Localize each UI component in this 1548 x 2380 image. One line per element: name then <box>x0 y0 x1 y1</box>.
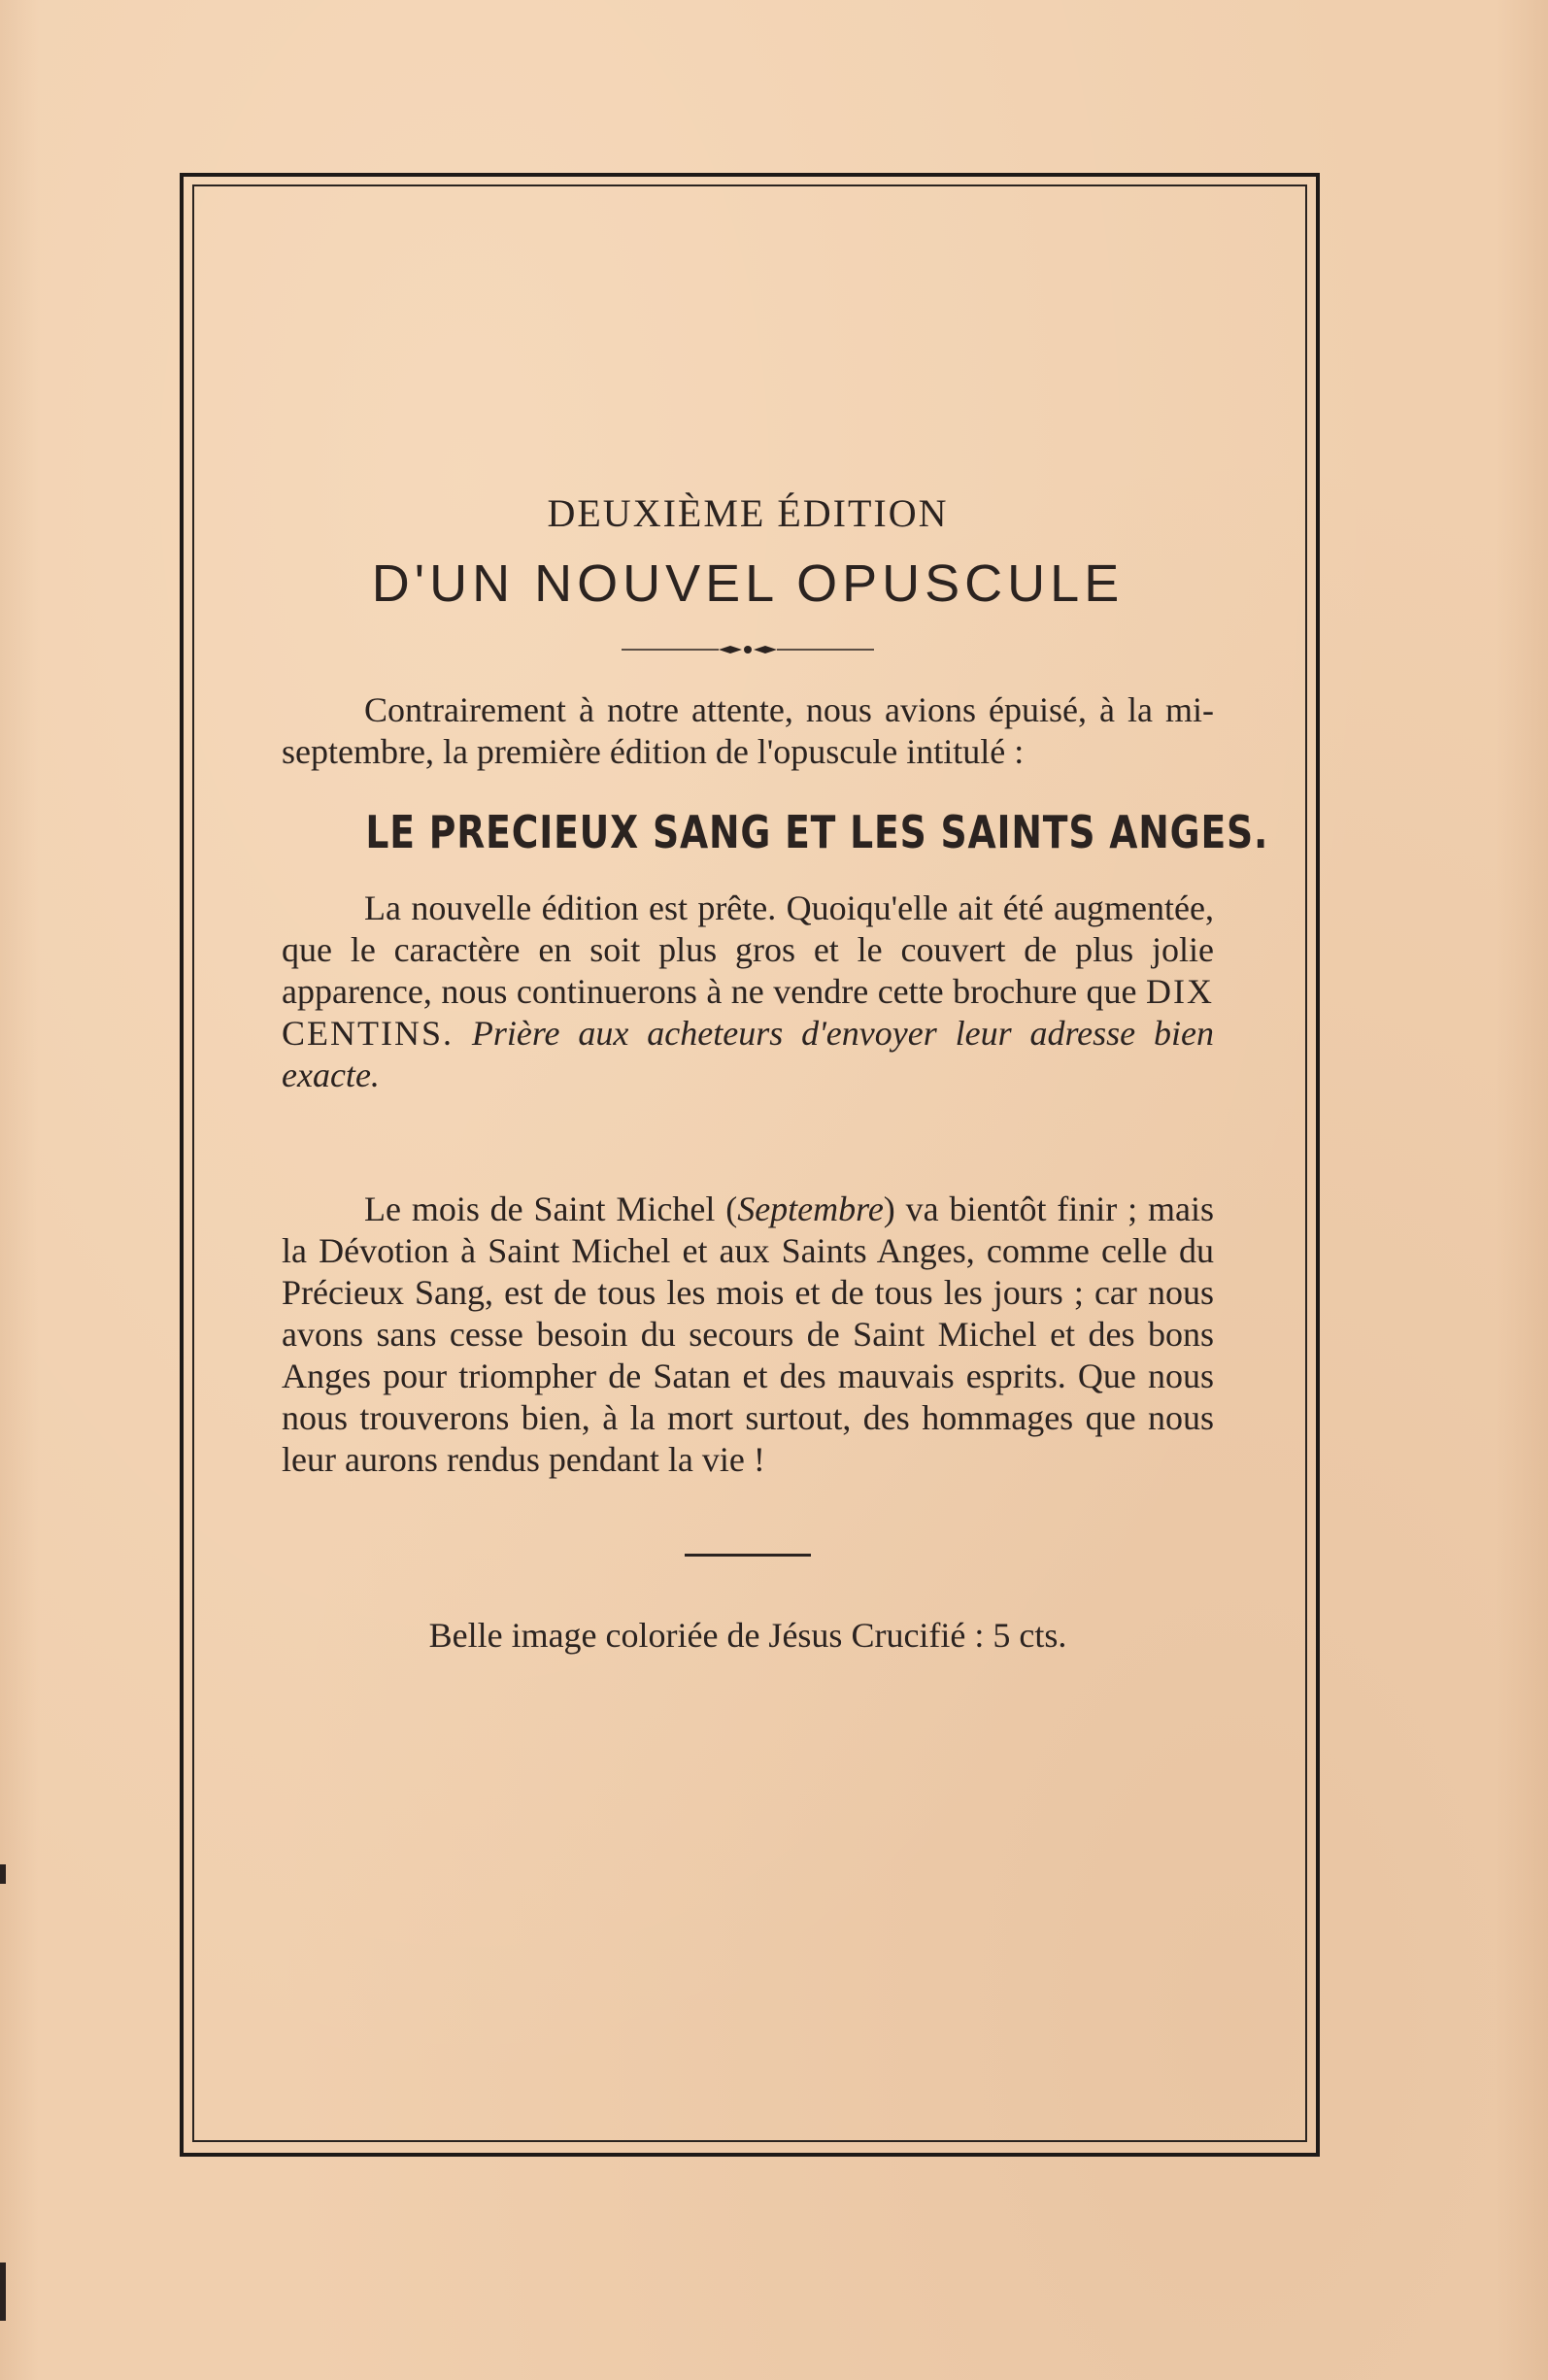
ornament-divider <box>622 643 874 656</box>
saint-michel-paragraph <box>282 1189 1214 1481</box>
new-edition-text: La nouvelle édition est prête. Quoiqu'elle ait été augmentée, que le caractère en soit plus gros et le couvert de plus jolie apparence, nous continuerons à ne vendre cette brochure que <box>282 888 1214 1011</box>
new-edition-paragraph <box>282 888 1214 1096</box>
image-offer-line: Belle image coloriée de Jésus Crucifié : 5 cts. <box>428 1616 1067 1655</box>
saint-michel-text-rest: ) va bientôt finir ; mais la Dévotion à Saint Michel et aux Saints Anges, comme celle du Précieux Sang, est de tous les mois et de tous les jours ; car nous avons sans cesse besoin du secours de Saint Michel et des bons Anges pour triompher de Satan et des mauvais esprits. Que nous nous trouverons bien, à la mort surtout, des hommages que nous leur aurons rendus pendant la vie ! <box>282 1190 1214 1479</box>
intro-paragraph: Contrairement à notre attente, nous avions épuisé, à la mi-septembre, la première édition de l'opuscule intitulé : <box>282 690 1214 771</box>
notice-content <box>282 490 1269 1656</box>
saint-michel-text-start: Le mois de Saint Michel ( <box>364 1190 738 1228</box>
booklet-title: LE PRECIEUX SANG ET LES SAINTS ANGES. <box>365 806 1269 858</box>
price-text: DIX CENTINS. <box>282 972 1215 1053</box>
binding-edge-mark-bottom <box>0 2263 6 2321</box>
section-divider <box>685 1554 811 1557</box>
notice-title: D'UN NOUVEL OPUSCULE <box>371 554 1125 613</box>
month-name: Septembre <box>737 1190 884 1228</box>
buyer-request-text: Prière aux acheteurs d'envoyer leur adresse bien exacte. <box>282 1014 1215 1094</box>
edition-heading: DEUXIÈME ÉDITION <box>547 491 949 535</box>
binding-edge-mark-top <box>0 1864 6 1884</box>
